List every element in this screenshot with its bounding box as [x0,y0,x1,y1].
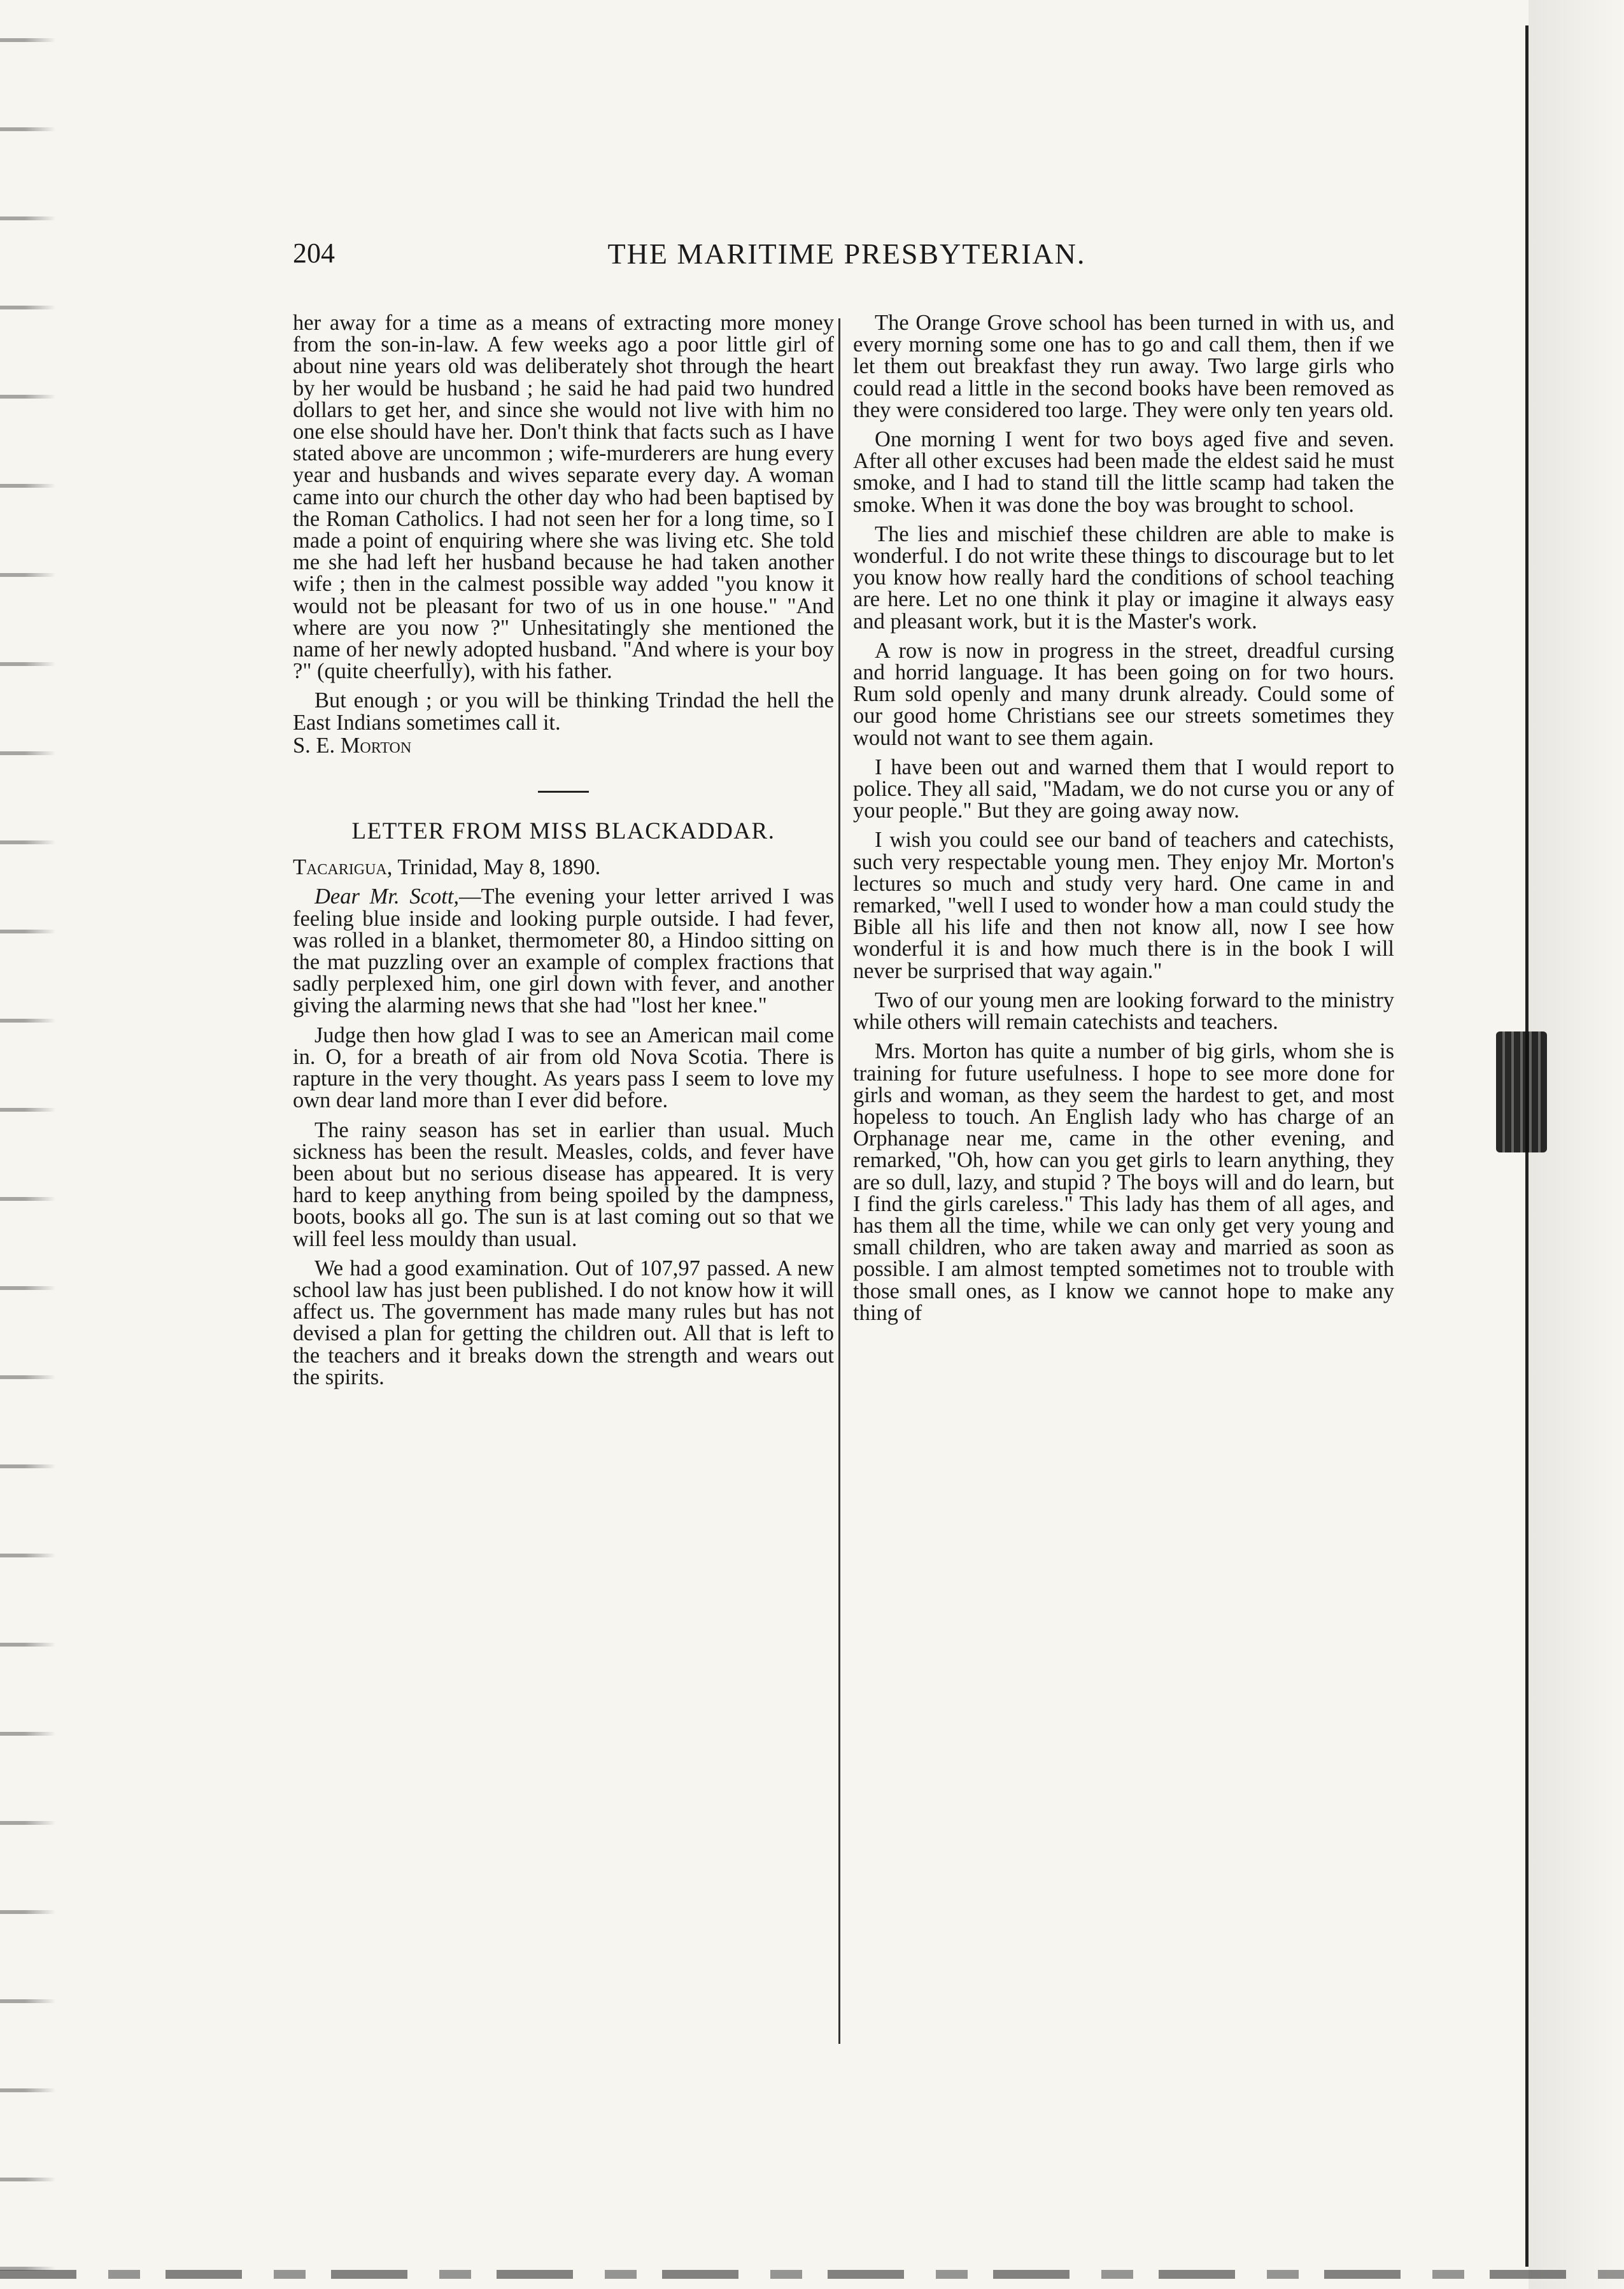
paragraph: The lies and mischief these children are able to make is wonderful. I do not write these things to discourage but to let you know how really hard the conditions of school teaching are here. Let no one think it play or imagine it always easy and pleasant work, but it is the Master's work. [853,521,1394,634]
paragraph: One morning I went for two boys aged five and seven. After all other excuses had been made the eldest said he must smoke, and I had to stand till the little scamp had taken the smoke. When it was done the boy was brought to school. [853,427,1394,517]
paragraph: I wish you could see our band of teachers and catechists, such very respectable young men. They enjoy Mr. Morton's lectures so much and study very hard. One came in and remarked, "well I used to wonder how a man could study the Bible all his life and then not know all, now I see how wonderful it is and how much there is in the book I will never be surprised that way again." [853,828,1394,983]
page-number: 204 [293,237,335,269]
paragraph: her away for a time as a means of extracting more money from the son-in-law. A few weeks ago a poor little girl of about nine years old was deliberately shot through the heart by her would be husband ; he said he had paid two hundred dollars to get her, and since she would not live with him no one else should have her. Don't think that facts such as I have stated above are uncommon ; wife-murderers are hung every year and husbands and wives separate every day. A woman came into our church the other day who had been baptised by the Roman Catholics. I had not seen her for a long time, so I made a point of enquiring where she was living etc. She told me she had left her husband because he had taken another wife ; then in the calmest possible way added "you know it would not be pleasant for two of us in one house." "And where are you now ?" Unhesitatingly she mentioned the name of her newly adopted husband. "And where is your boy ?" (quite cheerfully), with his father. [293,311,834,684]
scan-bottom-edge [0,2270,1624,2279]
paragraph: The rainy season has set in earlier than usual. Much sickness has been the result. Measles, colds, and fever have been about but no serious disease has appeared. It is very hard to keep anything from being spoiled by the dampness, boots, books all go. The sun is at last coming out so that we will feel less mouldy than usual. [293,1117,834,1251]
paragraph: Two of our young men are looking forward to the ministry while others will remain catechists and teachers. [853,988,1394,1035]
column-divider [838,318,840,2044]
letter-opening [293,886,834,1016]
signature: S. E. Morton [293,733,412,758]
paragraph: But enough ; or you will be thinking Trindad the hell the East Indians sometimes call it. [293,688,834,735]
salutation: Dear Mr. Scott, [314,884,460,909]
journal-title: THE MARITIME PRESBYTERIAN. [607,237,1086,270]
paragraph: We had a good examination. Out of 107,97 passed. A new school law has just been published. I do not know how it will affect us. The government has made many rules but has not devised a plan for getting the children out. All that is left to the teachers and it breaks down the strength and wears out the spirits. [293,1256,834,1389]
dateline [293,856,834,878]
scan-left-edge [0,0,70,2289]
section-separator [538,791,589,793]
dateline-date: Trinidad, May 8, 1890. [392,855,601,880]
left-column [293,312,834,1388]
dateline-place: Tacarigua, [293,855,393,880]
paragraph: Mrs. Morton has quite a number of big girls, whom she is training for future usefulness. I hope to see more done for girls and woman, as they seem the hardest to get, and most hopeless to touch. An English lady who has charge of an Orphanage near me, came in the other evening, and remarked, "Oh, how can you get girls to learn anything, they are so dull, lazy, and stupid ? The boys will and do learn, but I find the girls careless." This lady has them of all ages, and has them all the time, while we can only get very young and small children, who are taken away and married as soon as possible. I am almost tempted sometimes not to trouble with those small ones, as I know we cannot hope to make any thing of [853,1039,1394,1325]
scan-binding-mark [1496,1031,1547,1152]
paragraph: The Orange Grove school has been turned in with us, and every morning some one has to go and call them, then if we let them out breakfast they run away. Two large girls who could read a little in the second books have been removed as they were considered too large. They were only ten years old. [853,311,1394,422]
paragraph: Judge then how glad I was to see an American mail come in. O, for a breath of air from old Nova Scotia. There is rapture in the very thought. As years pass I seem to love my own dear land more than I ever did before. [293,1023,834,1113]
paragraph: I have been out and warned them that I would report to police. They all said, "Madam, we do not curse you or any of your people." But they are going away now. [853,755,1394,823]
right-column [853,312,1394,1324]
paragraph: A row is now in progress in the street, dreadful cursing and horrid language. It has been going on for two hours. Rum sold openly and many drunk already. Could some of our good home Christians see our streets sometimes they would not want to see them again. [853,638,1394,750]
letter-heading: LETTER FROM MISS BLACKADDAR. [351,818,775,845]
page-header [293,237,1401,275]
paragraph-text: —The evening your letter arrived I was feeling blue inside and looking purple outside. I had fever, was rolled in a blanket, thermometer 80, a Hindoo sitting on the mat puzzling over an example of complex fractions that sadly perplexed him, one girl down with fever, and another giving the alarming news that she had "lost her knee." [293,884,834,1018]
